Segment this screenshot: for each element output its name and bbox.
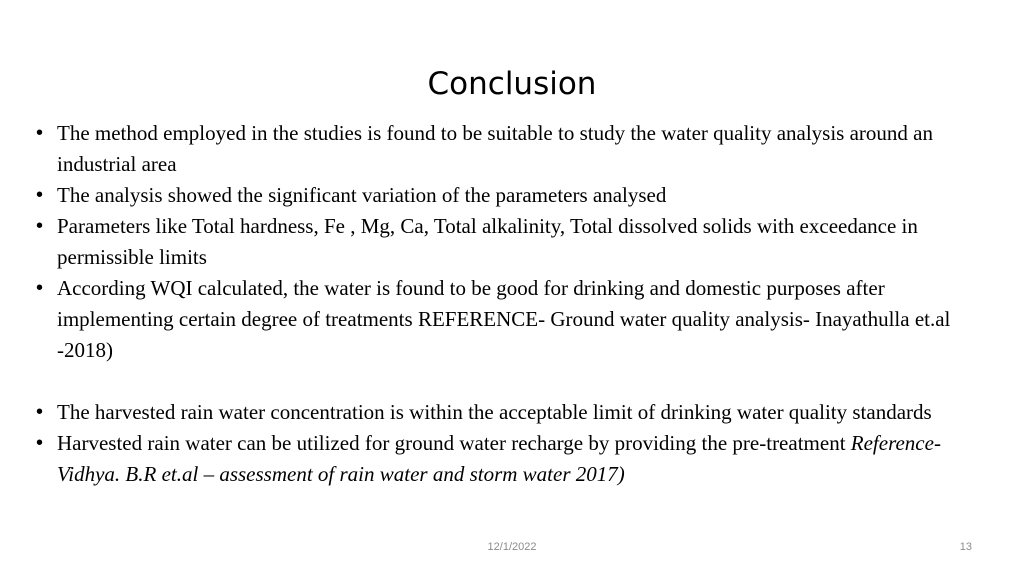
bullet-text: The method employed in the studies is found to be suitable to study the water quality analysis around an industrial area bbox=[57, 121, 933, 176]
bullet-icon: • bbox=[36, 184, 44, 206]
bullet-item bbox=[0, 180, 1024, 211]
bullet-item bbox=[0, 211, 1024, 273]
bullet-icon: • bbox=[36, 122, 44, 144]
bullet-icon: • bbox=[36, 432, 44, 454]
bullet-list bbox=[0, 118, 1024, 490]
bullet-text: The analysis showed the significant variation of the parameters analysed bbox=[57, 183, 667, 207]
bullet-icon: • bbox=[36, 215, 44, 237]
footer-date: 12/1/2022 bbox=[487, 541, 537, 553]
bullet-text: According WQI calculated, the water is found to be good for drinking and domestic purposes after implementing certain degree of treatments REFERENCE- Ground water quality analysis- Inayathulla et.al -2018) bbox=[57, 276, 951, 362]
bullet-text: Parameters like Total hardness, Fe , Mg, Ca, Total alkalinity, Total dissolved solids with exceedance in permissible limits bbox=[57, 214, 918, 269]
slide-title: Conclusion bbox=[427, 66, 597, 102]
bullet-item bbox=[0, 397, 1024, 428]
bullet-reference: Reference- Vidhya. B.R et.al – assessment of rain water and storm water 2017) bbox=[57, 431, 941, 486]
bullet-text: The harvested rain water concentration is within the acceptable limit of drinking water quality standards bbox=[57, 400, 932, 424]
bullet-item bbox=[0, 118, 1024, 180]
bullet-item bbox=[0, 273, 1024, 366]
spacer bbox=[0, 366, 1024, 397]
bullet-text: Harvested rain water can be utilized for ground water recharge by providing the pre-treatment bbox=[57, 431, 846, 455]
bullet-icon: • bbox=[36, 277, 44, 299]
bullet-item bbox=[0, 428, 1024, 490]
bullet-icon: • bbox=[36, 401, 44, 423]
page-number: 13 bbox=[959, 541, 972, 553]
